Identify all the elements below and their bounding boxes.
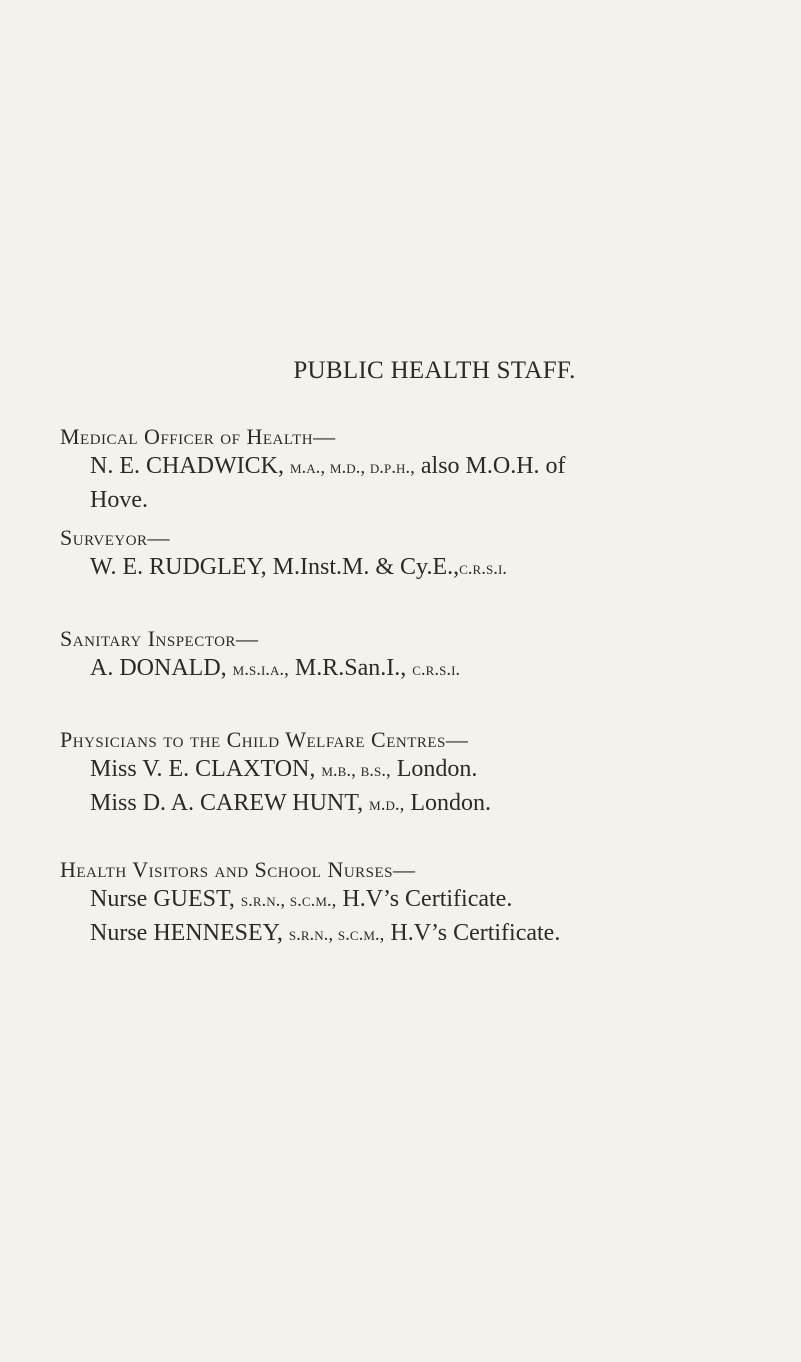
section-surveyor (60, 525, 790, 585)
staff-qualifications: s.r.n., s.c.m., (240, 890, 337, 912)
staff-note-continued: Hove. (90, 487, 148, 514)
staff-name: Nurse GUEST, (90, 886, 241, 913)
staff-entry (60, 787, 790, 821)
section-heading: Medical Officer of Health— (60, 424, 336, 449)
staff-certificate: H.V’s Certificate. (384, 920, 561, 947)
staff-qualifications-main: M.R.San.I., (288, 655, 413, 682)
section-heading: Surveyor— (60, 525, 171, 550)
section-heading: Physicians to the Child Welfare Centres— (60, 727, 469, 752)
staff-qualifications-extra: c.r.s.i. (412, 659, 461, 681)
section-heading: Health Visitors and School Nurses— (60, 857, 416, 882)
staff-name: A. DONALD, (90, 655, 233, 682)
staff-entry (60, 753, 790, 787)
section-health-visitors (60, 857, 790, 951)
section-medical-officer (60, 424, 790, 516)
section-sanitary-inspector (60, 626, 790, 686)
staff-certificate: H.V’s Certificate. (336, 886, 513, 913)
section-physicians (60, 727, 790, 821)
staff-entry (60, 450, 790, 516)
page-title: PUBLIC HEALTH STAFF. (293, 357, 576, 384)
staff-location: London. (390, 756, 478, 783)
staff-entry (60, 917, 790, 951)
staff-entry (60, 551, 790, 585)
staff-qualifications: s.r.n., s.c.m., (288, 924, 385, 946)
staff-name: Nurse HENNESEY, (90, 920, 289, 947)
staff-entry (60, 652, 790, 686)
staff-name: N. E. CHADWICK, (90, 453, 290, 480)
staff-qualifications: m.a., m.d., d.p.h., (289, 457, 415, 479)
staff-qualifications: m.d., (369, 794, 405, 816)
staff-location: London. (404, 790, 492, 817)
staff-note: also M.O.H. of (414, 453, 566, 480)
staff-qualifications: m.s.i.a., (232, 659, 289, 681)
staff-name: Miss V. E. CLAXTON, (90, 756, 322, 783)
staff-qualifications: m.b., b.s., (321, 760, 391, 782)
staff-name: W. E. RUDGLEY, M.Inst.M. & Cy.E., (90, 554, 460, 581)
section-heading: Sanitary Inspector— (60, 626, 259, 651)
staff-qualifications: c.r.s.i. (459, 558, 508, 580)
staff-name: Miss D. A. CAREW HUNT, (90, 790, 370, 817)
staff-entry (60, 883, 790, 917)
